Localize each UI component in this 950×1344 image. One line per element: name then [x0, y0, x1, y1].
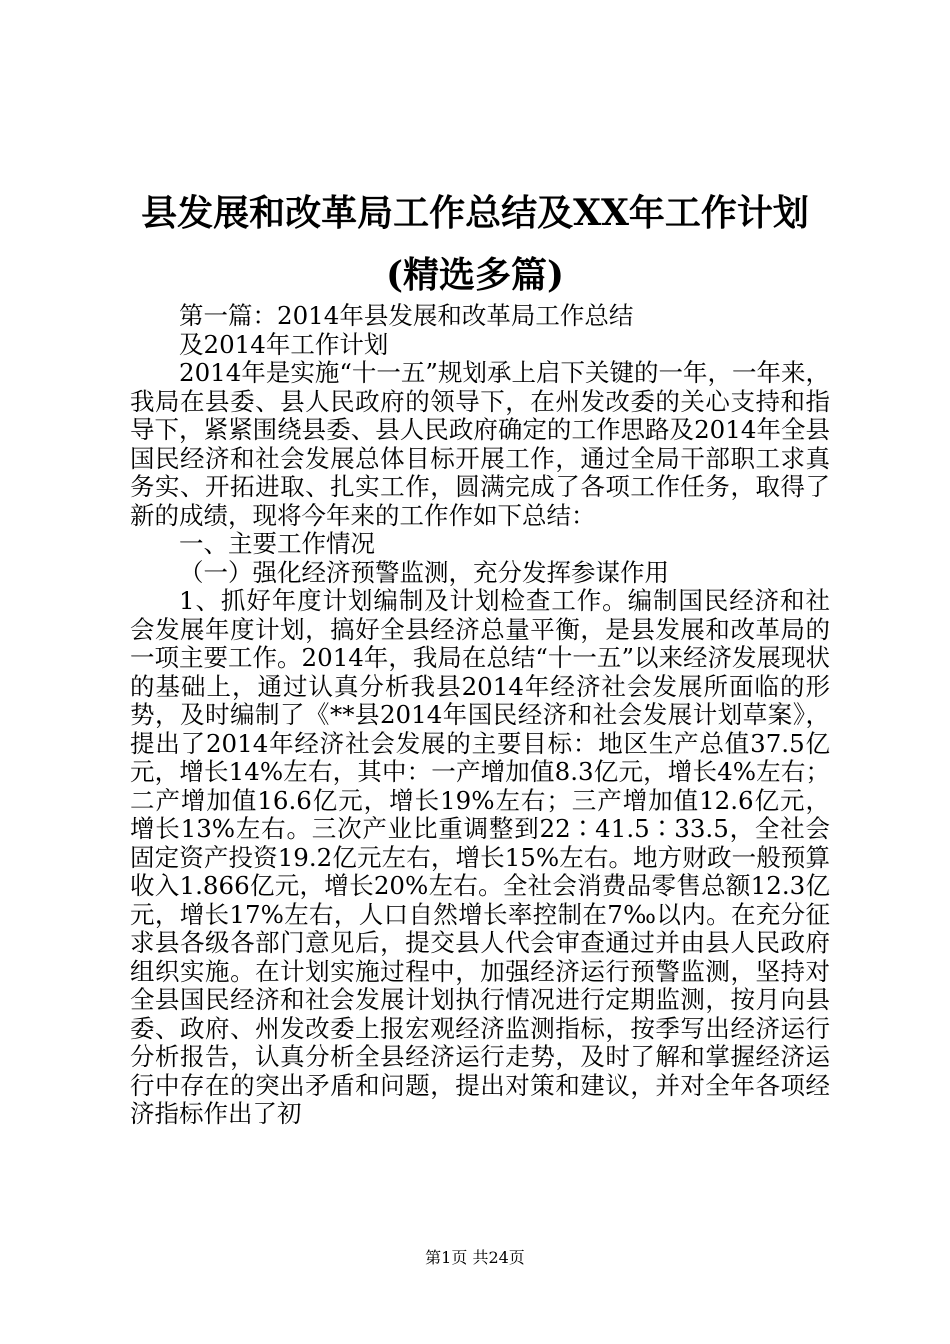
section-heading-part-one: 第一篇：2014年县发展和改革局工作总结	[179, 301, 634, 330]
document-body	[130, 302, 830, 1129]
annual-plan-paragraph: 1、抓好年度计划编制及计划检查工作。编制国民经济和社会发展年度计划，搞好全县经济总量平衡，是县发展和改革局的一项主要工作。2014年，我局在总结“十一五”以来经济发展现状的基础上，通过认真分析我县2014年经济社会发展所面临的形势，及时编制了《**县2014年国民经济和社会发展计划草案》，提出了2014年经济社会发展的主要目标：地区生产总值37.5亿元，增长14%左右，其中：一产增加值8.3亿元，增长4%左右；二产增加值16.6亿元，增长19%左右；三产增加值12.6亿元，增长13%左右。三次产业比重调整到22∶41.5∶33.5，全社会固定资产投资19.2亿元左右，增长15%左右。地方财政一般预算收入1.866亿元，增长20%左右。全社会消费品零售总额12.3亿元，增长17%左右，人口自然增长率控制在7‰以内。在充分征求县各级各部门意见后，提交县人代会审查通过并由县人民政府组织实施。在计划实施过程中，加强经济运行预警监测，坚持对全县国民经济和社会发展计划执行情况进行定期监测，按月向县委、政府、州发改委上报宏观经济监测指标，按季写出经济运行分析报告，认真分析全县经济运行走势，及时了解和掌握经济运行中存在的突出矛盾和问题，提出对策和建议，并对全年各项经济指标作出了初	[130, 586, 830, 1128]
page-number-footer: 第1页 共24页	[425, 1248, 525, 1267]
section-heading-continuation: 及2014年工作计划	[179, 329, 389, 359]
subsection-heading: （一）强化经济预警监测，充分发挥参谋作用	[179, 557, 669, 587]
main-work-heading: 一、主要工作情况	[179, 529, 375, 558]
document-title: 县发展和改革局工作总结及XX年工作计划(精选多篇)	[141, 192, 809, 296]
intro-paragraph: 2014年是实施“十一五”规划承上启下关键的一年，一年来，我局在县委、县人民政府的领导下，在州发改委的关心支持和指导下，紧紧围绕县委、县人民政府确定的工作思路及2014年全县国民经济和社会发展总体目标开展工作，通过全局干部职工求真务实、开拓进取、扎实工作，圆满完成了各项工作任务，取得了新的成绩，现将今年来的工作作如下总结：	[130, 358, 830, 530]
